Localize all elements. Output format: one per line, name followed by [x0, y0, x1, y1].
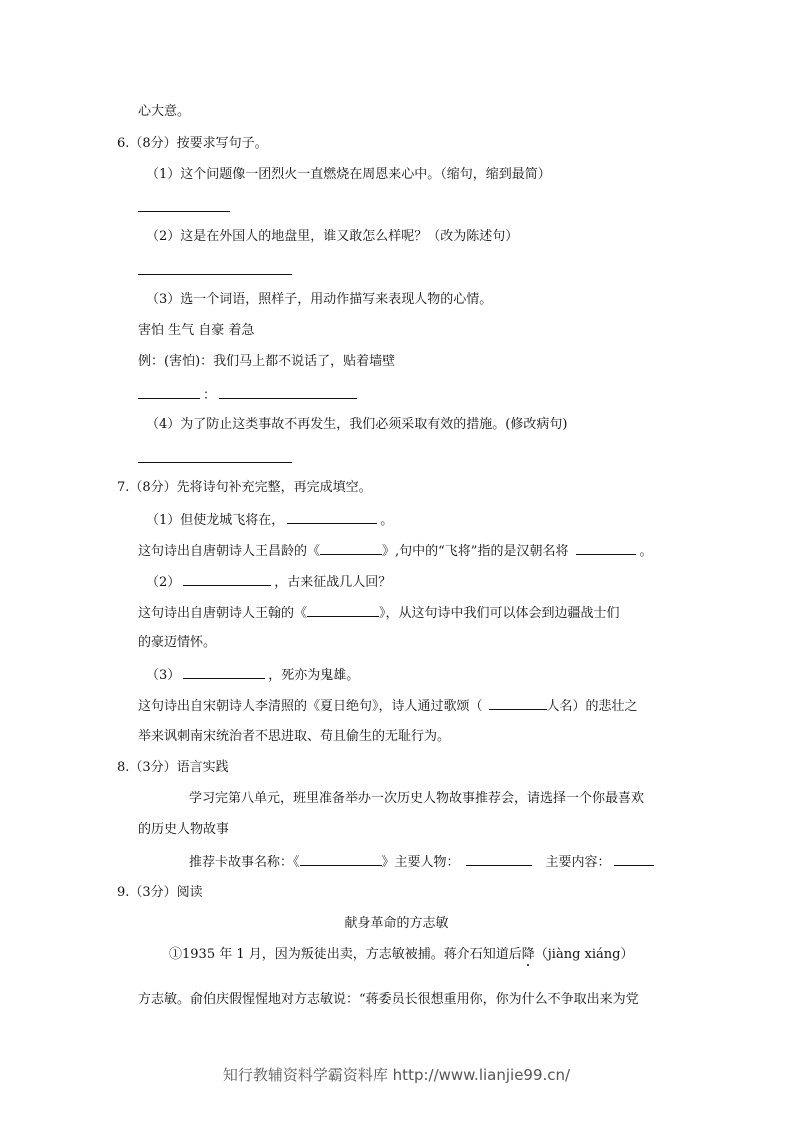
passage-paragraph: ①1935 年 1 月，因为叛徒出卖，方志敏被捕。蒋介石知道后降（jiàng xiáng） — [169, 947, 634, 962]
answer-blank[interactable] — [138, 274, 292, 275]
main-character-blank[interactable] — [466, 853, 532, 866]
text-line: （2） ，古来征战几人回？ — [146, 575, 392, 590]
text-line: （1）这个问题像一团烈火一直燃烧在周恩来心中。（缩句，缩到最简） — [146, 167, 551, 182]
main-content-blank[interactable] — [614, 853, 654, 866]
pinyin-choice: （jiàng xiáng） — [534, 947, 634, 962]
text-line: 这句诗出自唐朝诗人王昌龄的《 》,句中的“飞将”指的是汉朝名将 。 — [138, 544, 653, 559]
answer-blank[interactable] — [320, 542, 382, 555]
story-name-blank[interactable] — [300, 853, 382, 866]
text-line: 这句诗出自唐朝诗人王翰的《 》，从这句诗中我们可以体会到边疆战士们 — [138, 606, 620, 621]
text-line: 心大意。 — [138, 104, 191, 119]
word-options: 害怕 生气 自豪 着急 — [138, 323, 255, 338]
answer-blank[interactable] — [138, 462, 292, 463]
question-6-heading: 6.（8分）按要求写句子。 — [117, 136, 268, 151]
answer-blank[interactable] — [138, 211, 230, 212]
answer-blank[interactable] — [576, 542, 636, 555]
answer-blank[interactable] — [489, 697, 547, 710]
answer-blank[interactable] — [183, 666, 265, 679]
recommend-card-line: 推荐卡故事名称：《 》主要人物： 主要内容： — [189, 853, 657, 871]
footer-watermark: 知行教辅资料学霸资料库 http://www.lianjie99.cn/ — [222, 1066, 571, 1084]
colon: ： — [203, 388, 217, 403]
text-line: 学习完第八单元，班里准备举办一次历史人物故事推荐会，请选择一个你最喜欢 — [189, 791, 645, 806]
answer-blank[interactable] — [287, 511, 377, 524]
question-7-heading: 7.（8分）先将诗句补充完整，再完成填空。 — [117, 480, 372, 495]
text-line: （4）为了防止这类事故不再发生，我们必须采取有效的措施。(修改病句) — [146, 417, 568, 432]
text-line: （3） ，死亦为鬼雄。 — [146, 668, 360, 683]
answer-blank[interactable] — [183, 573, 271, 586]
passage-title: 献身革命的方志敏 — [344, 916, 449, 931]
answer-blank[interactable] — [138, 386, 200, 399]
answer-line — [138, 386, 360, 404]
example-line: 例：(害怕)：我们马上都不说话了，贴着墙壁 — [138, 354, 396, 369]
text-line: 的豪迈情怀。 — [138, 635, 217, 650]
answer-blank[interactable] — [307, 604, 379, 617]
text-line: 举来讽刺南宋统治者不思进取、苟且偷生的无耻行为。 — [138, 729, 451, 744]
question-8-heading: 8.（3分）语言实践 — [117, 760, 229, 775]
text-line: 这句诗出自宋朝诗人李清照的《夏日绝句》，诗人通过歌颂（ 人名）的悲壮之 — [138, 699, 638, 714]
passage-paragraph: 方志敏。俞伯庆假惺惺地对方志敏说：“蒋委员长很想重用你，你为什么不争取出来为党 — [138, 992, 639, 1007]
text-line: （1）但使龙城飞将在， 。 — [146, 513, 394, 528]
answer-blank[interactable] — [219, 386, 357, 399]
text-line: （3）选一个词语，照样子，用动作描写来表现人物的心情。 — [146, 292, 493, 307]
text-line: （2）这是在外国人的地盘里，谁又敢怎么样呢？（改为陈述句） — [146, 229, 519, 244]
dotted-character: 降 — [521, 947, 535, 962]
text-line: 的历史人物故事 — [138, 822, 230, 837]
question-9-heading: 9.（3分）阅读 — [117, 885, 203, 900]
